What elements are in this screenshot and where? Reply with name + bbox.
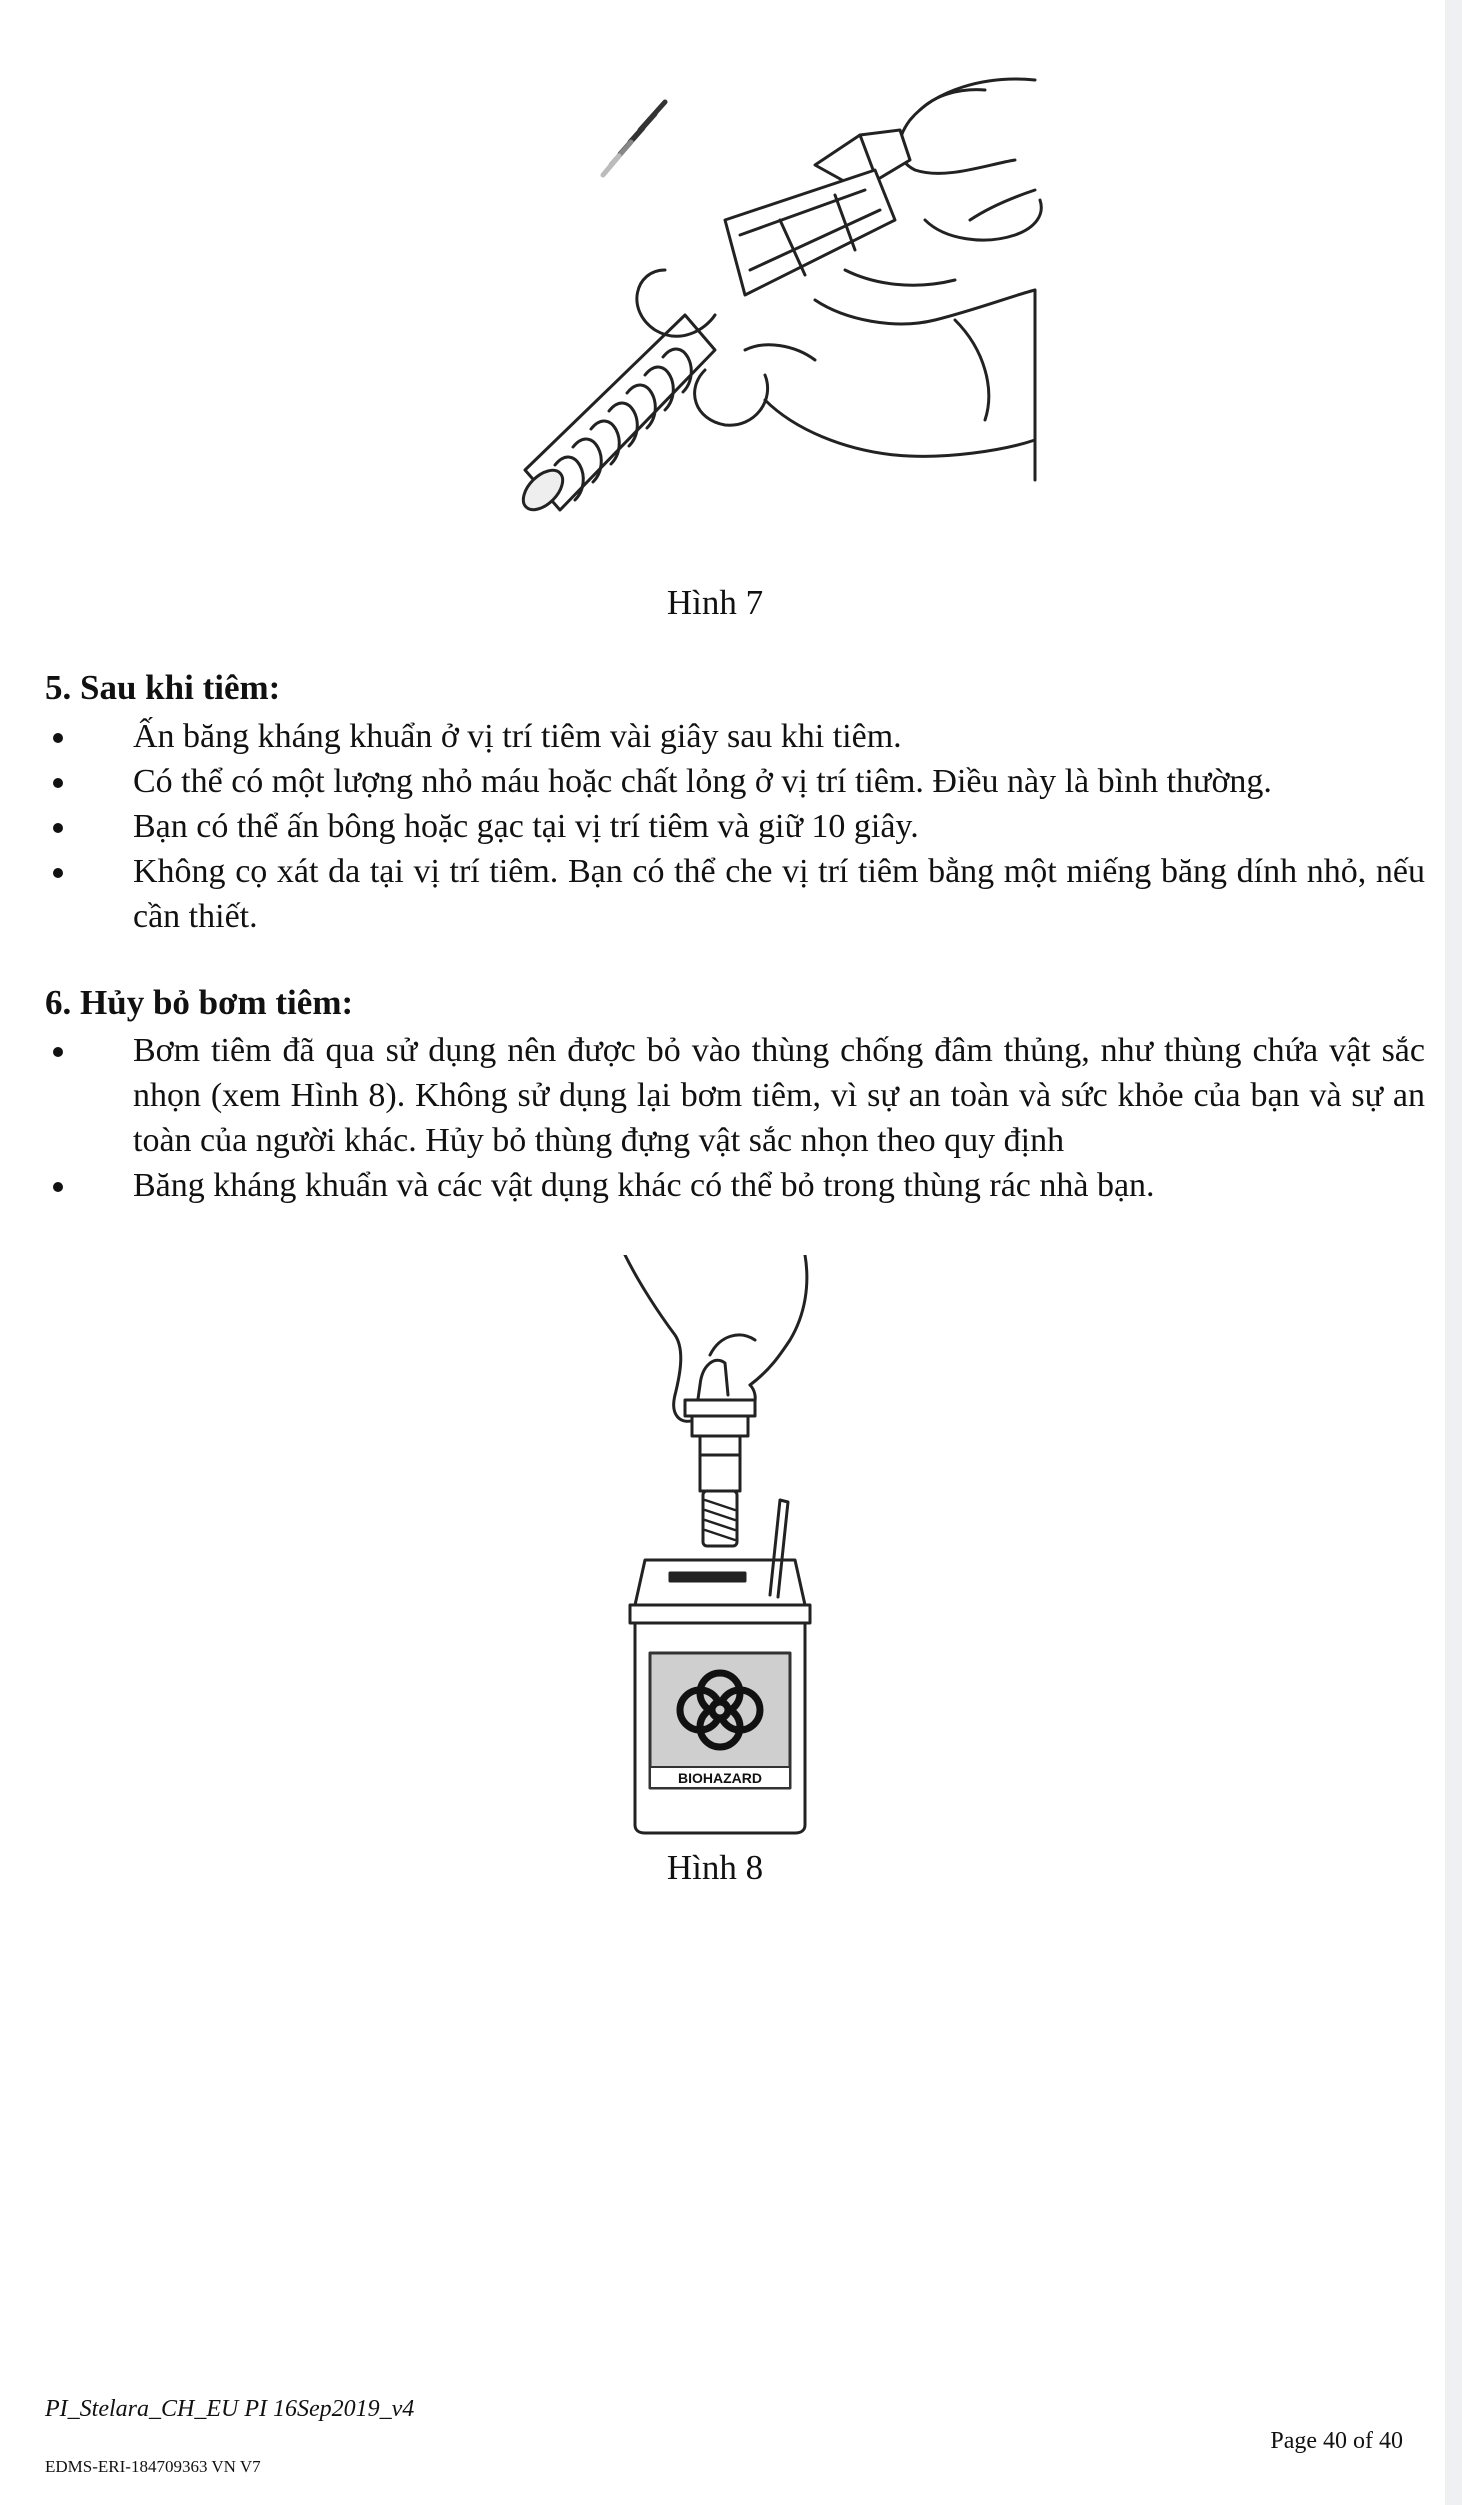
bullet-icon	[53, 733, 63, 743]
section-5-list	[45, 714, 1425, 939]
list-item	[45, 1028, 1425, 1163]
section-5-heading: 5. Sau khi tiêm:	[45, 668, 281, 707]
bullet-icon	[53, 868, 63, 878]
bullet-icon	[53, 1047, 63, 1057]
figure-7-syringe-illustration	[515, 70, 1055, 545]
figure-8-sharps-container-illustration	[620, 1255, 820, 1835]
list-item	[45, 759, 1425, 804]
bullet-icon	[53, 823, 63, 833]
biohazard-label: BIOHAZARD	[678, 1770, 762, 1786]
page-edge	[1445, 0, 1462, 2505]
list-item-text: Không cọ xát da tại vị trí tiêm. Bạn có thể che vị trí tiêm bằng một miếng băng dính nhỏ, nếu cần thiết.	[133, 853, 1425, 935]
list-item-text: Bơm tiêm đã qua sử dụng nên được bỏ vào thùng chống đâm thủng, như thùng chứa vật sắc nhọn (xem Hình 8). Không sử dụng lại bơm tiêm, vì sự an toàn và sức khỏe của bạn và sự an toàn của người khác. Hủy bỏ thùng đựng vật sắc nhọn theo quy định	[133, 1032, 1425, 1159]
list-item-text: Ấn băng kháng khuẩn ở vị trí tiêm vài giây sau khi tiêm.	[133, 718, 902, 755]
footer-edms-id: EDMS-ERI-184709363 VN V7	[45, 2457, 261, 2476]
bullet-icon	[53, 1182, 63, 1192]
list-item-text: Có thể có một lượng nhỏ máu hoặc chất lỏng ở vị trí tiêm. Điều này là bình thường.	[133, 763, 1272, 800]
section-6-list	[45, 1028, 1425, 1208]
list-item	[45, 1163, 1425, 1208]
footer-document-id: PI_Stelara_CH_EU PI 16Sep2019_v4	[45, 2396, 415, 2422]
section-6-heading: 6. Hủy bỏ bơm tiêm:	[45, 983, 354, 1022]
list-item	[45, 849, 1425, 939]
list-item	[45, 804, 1425, 849]
list-item	[45, 714, 1425, 759]
list-item-text: Băng kháng khuẩn và các vật dụng khác có thể bỏ trong thùng rác nhà bạn.	[133, 1167, 1155, 1204]
figure-8-caption: Hình 8	[666, 1848, 764, 1887]
list-item-text: Bạn có thể ấn bông hoặc gạc tại vị trí tiêm và giữ 10 giây.	[133, 808, 919, 845]
footer-page-number: Page 40 of 40	[1270, 2428, 1403, 2454]
bullet-icon	[53, 778, 63, 788]
figure-7-caption: Hình 7	[666, 583, 764, 622]
